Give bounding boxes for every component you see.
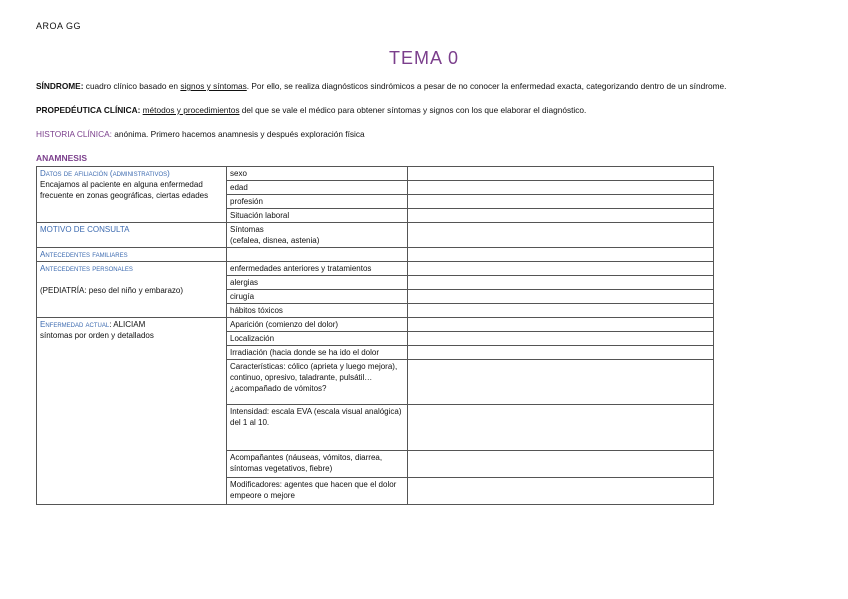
actual-item: Modificadores: agentes que hacen que el dolor empeore o mejore [227,478,408,505]
empty-cell [408,304,714,318]
empty-cell [227,248,408,262]
section-title: ANAMNESIS [36,153,88,163]
empty-cell [408,318,714,332]
table-row [37,167,714,181]
table-row [37,223,714,248]
motivo-heading: MOTIVO DE CONSULTA [40,225,130,234]
actual-item: Acompañantes (náuseas, vómitos, diarrea, síntomas vegetativos, fiebre) [227,451,408,478]
personales-item: cirugía [227,290,408,304]
afiliacion-item: Situación laboral [227,209,408,223]
empty-cell [408,290,714,304]
personales-cell [37,262,227,318]
empty-cell [408,248,714,262]
familiares-cell [37,248,227,262]
personales-heading: Antecedentes personales [40,264,133,273]
historia-paragraph [36,129,365,139]
empty-cell [408,167,714,181]
historia-label: HISTORIA CLÍNICA: [36,129,112,139]
afiliacion-text: Encajamos al paciente en alguna enfermedad frecuente en zonas geográficas, ciertas edades [40,180,209,200]
actual-item: Características: cólico (aprieta y luego mejora), continuo, opresivo, taladrante, pulsátil… ¿acompañado de vómitos? [227,360,408,405]
empty-cell [408,405,714,451]
sindrome-underlined: signos y síntomas [180,81,247,91]
empty-cell [408,346,714,360]
motivo-item-line1: Síntomas [230,225,264,234]
sindrome-pre: cuadro clínico basado en [83,81,181,91]
empty-cell [408,478,714,505]
familiares-heading: Antecedentes familiares [40,250,128,259]
personales-item: hábitos tóxicos [227,304,408,318]
sindrome-paragraph [36,81,726,91]
actual-cell [37,318,227,505]
personales-note: (PEDIATRÍA: peso del niño y embarazo) [40,286,184,295]
motivo-item [227,223,408,248]
empty-cell [408,195,714,209]
document-title: TEMA 0 [388,48,460,68]
actual-item: Localización [227,332,408,346]
actual-heading-suffix: : ALICIAM [109,320,146,329]
actual-heading: Enfermedad actual [40,320,110,329]
sindrome-post: . Por ello, se realiza diagnósticos sindrómicos a pesar de no conocer la enfermedad exacta, categorizando dentro de un síndrome. [246,81,727,91]
author-name: AROA GG [36,21,82,31]
propedeutica-label: PROPEDÉUTICA CLÍNICA: [36,105,141,115]
actual-item: Aparición (comienzo del dolor) [227,318,408,332]
personales-item: enfermedades anteriores y tratamientos [227,262,408,276]
empty-cell [408,360,714,405]
propedeutica-underlined: métodos y procedimientos [142,105,240,115]
motivo-item-line2: (cefalea, disnea, astenia) [230,236,320,245]
actual-text: síntomas por orden y detallados [40,331,154,340]
propedeutica-paragraph [36,105,586,115]
propedeutica-post: del que se vale el médico para obtener síntomas y signos con los que elaborar el diagnóstico. [239,105,587,115]
empty-cell [408,209,714,223]
empty-cell [408,223,714,248]
anamnesis-table [36,166,714,505]
empty-cell [408,332,714,346]
sindrome-label: SÍNDROME: [36,81,84,91]
afiliacion-heading: Datos de afiliación (administrativos) [40,169,170,178]
actual-item: Irradiación (hacia donde se ha ido el dolor [227,346,408,360]
afiliacion-item: sexo [227,167,408,181]
personales-item: alergias [227,276,408,290]
table-row [37,318,714,332]
actual-item: Intensidad: escala EVA (escala visual analógica) del 1 al 10. [227,405,408,451]
historia-post: anónima. Primero hacemos anamnesis y después exploración física [111,129,365,139]
motivo-cell [37,223,227,248]
empty-cell [408,262,714,276]
afiliacion-item: profesión [227,195,408,209]
actual-heading-line [40,320,145,329]
empty-cell [408,181,714,195]
afiliacion-cell [37,167,227,223]
empty-cell [408,276,714,290]
table-row [37,248,714,262]
table-row [37,262,714,276]
afiliacion-item: edad [227,181,408,195]
empty-cell [408,451,714,478]
